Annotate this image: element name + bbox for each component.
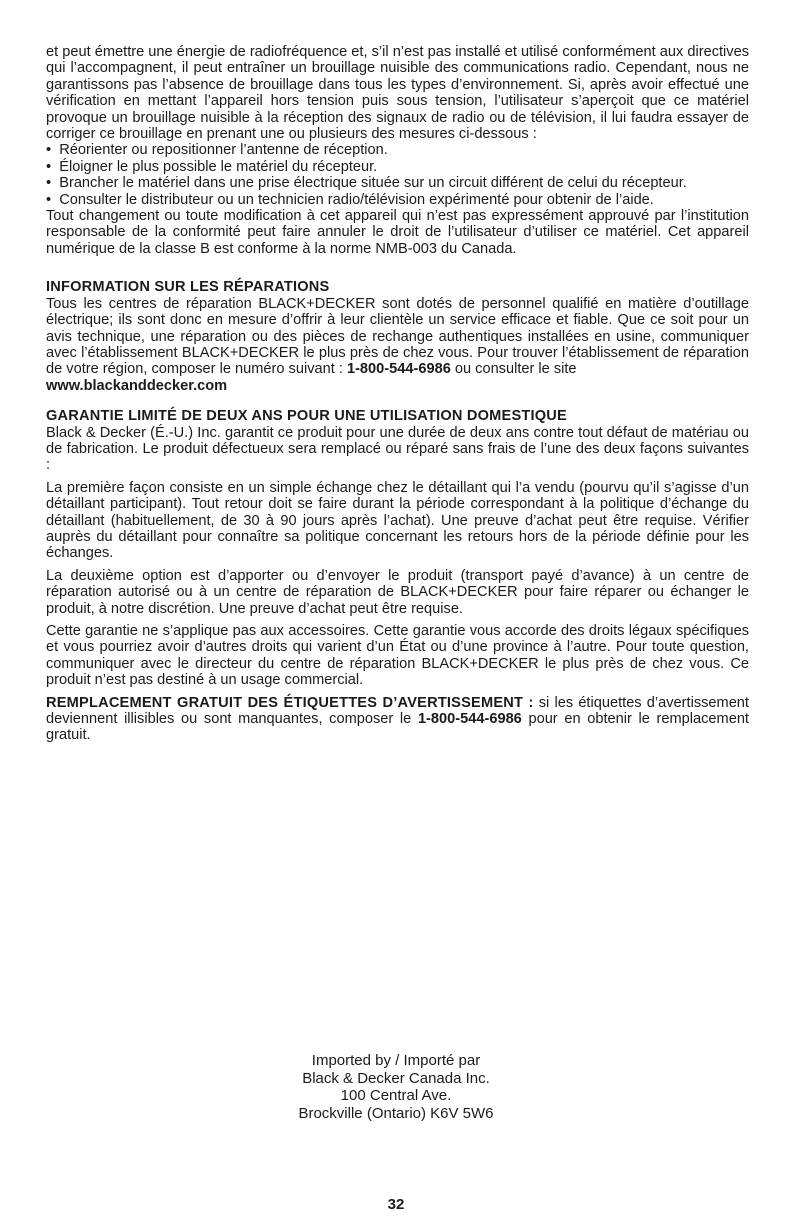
bullet-move-away: • Éloigner le plus possible le matériel du récepteur. [46, 159, 749, 175]
repair-info-paragraph [46, 296, 749, 378]
label-replacement-heading: REMPLACEMENT GRATUIT DES ÉTIQUETTES D’AVERTISSEMENT : [46, 694, 534, 711]
bullet-consult-technician: • Consulter le distributeur ou un technicien radio/télévision expérimenté pour obtenir de l’aide. [46, 192, 749, 208]
repair-info-text: Tous les centres de réparation BLACK+DECKER sont dotés de personnel qualifié en matière d’outillage électrique; ils sont donc en mesure d’offrir à leur clientèle un service efficace et fiable. Que ce soit pour un avis technique, une réparation ou des pièces de rechange authentiques installées en usine, communiquer avec l’établissement BLACK+DECKER le plus près de chez vous. Pour trouver l’établissement de réparation de votre région, composer le numéro suivant : [46, 295, 749, 378]
label-replacement-paragraph [46, 695, 749, 744]
fcc-notice-section [46, 44, 749, 257]
repair-info-text-after: ou consulter le site [450, 361, 577, 378]
compliance-paragraph: Tout changement ou toute modification à cet appareil qui n’est pas expressément approuvé par l’institution responsable de la conformité peut faire annuler le droit de l’utilisateur d’utiliser ce matériel. Cet appareil numérique de la classe B est conforme à la norme NMB-003 du Canada. [46, 208, 749, 257]
warranty-heading: GARANTIE LIMITÉ DE DEUX ANS POUR UNE UTILISATION DOMESTIQUE [46, 408, 567, 425]
website-link[interactable]: www.blackanddecker.com [46, 377, 228, 394]
warranty-paragraph-3: La deuxième option est d’apporter ou d’envoyer le produit (transport payé d’avance) à un centre de réparation autorisé ou à un centre de réparation de BLACK+DECKER pour faire réparer ou échanger le produit, à notre discrétion. Une preuve d’achat peut être requise. [46, 567, 749, 617]
label-replacement-text-after: pour en obtenir le remplacement gratuit. [46, 711, 749, 744]
importer-address [0, 1052, 792, 1122]
page-number: 32 [387, 1196, 405, 1213]
importer-line-3: 100 Central Ave. [340, 1087, 452, 1104]
repair-info-section [46, 279, 749, 394]
importer-line-4: Brockville (Ontario) K6V 5W6 [298, 1104, 494, 1122]
bullet-reorient-antenna: • Réorienter ou repositionner l’antenne de réception. [46, 142, 749, 158]
warranty-section [46, 408, 749, 689]
warranty-paragraph-1: Black & Decker (É.-U.) Inc. garantit ce produit pour une durée de deux ans contre tout défaut de matériau ou de fabrication. Le produit défectueux sera remplacé ou réparé sans frais de l’une des deux façons suivantes : [46, 424, 749, 474]
importer-line-2: Black & Decker Canada Inc. [302, 1069, 490, 1087]
repair-info-heading: INFORMATION SUR LES RÉPARATIONS [46, 279, 330, 296]
label-replacement-text: si les étiquettes d’avertissement deviennent illisibles ou sont manquantes, composer le [46, 694, 749, 728]
warranty-paragraph-2: La première façon consiste en un simple échange chez le détaillant qui l’a vendu (pourvu qu’il s’agisse d’un détaillant participant). Tout retour doit se faire durant la période correspondant à la politique d’échange du détaillant (habituellement, de 30 à 90 jours après l’achat). Une preuve d’achat peut être requise. Vérifier auprès du détaillant pour connaître sa politique concernant les retours hors de la période définie pour les échanges. [46, 479, 749, 562]
bullet-different-circuit: • Brancher le matériel dans une prise électrique située sur un circuit différent de celui du récepteur. [46, 175, 749, 191]
fcc-intro-paragraph: et peut émettre une énergie de radiofréquence et, s’il n’est pas installé et utilisé conformément aux directives qui l’accompagnent, il peut entraîner un brouillage nuisible des communications radio. Cependant, nous ne garantissons pas l’absence de brouillage dans tous les types d’environnement. Si, après avoir effectué une vérification en mettant l’appareil hors tension puis sous tension, l’utilisateur s’aperçoit que ce matériel provoque un brouillage nuisible à la réception des signaux de radio ou de télévision, il lui faudra essayer de corriger ce brouillage en prenant une ou plusieurs des mesures ci-dessous : [46, 44, 749, 143]
warranty-paragraph-4: Cette garantie ne s’applique pas aux accessoires. Cette garantie vous accorde des droits légaux spécifiques et vous pourriez avoir d’autres droits qui varient d’un État ou d’une province à l’autre. Pour toute question, communiquer avec le directeur du centre de réparation BLACK+DECKER le plus près de chez vous. Ce produit n’est pas destiné à un usage commercial. [46, 623, 749, 689]
importer-line-1: Imported by / Importé par [311, 1052, 481, 1069]
label-replacement-section [46, 695, 749, 744]
repair-phone-number[interactable]: 1-800-544-6986 [346, 361, 451, 378]
label-phone-number[interactable]: 1-800-544-6986 [417, 711, 522, 728]
page-body [46, 44, 749, 744]
